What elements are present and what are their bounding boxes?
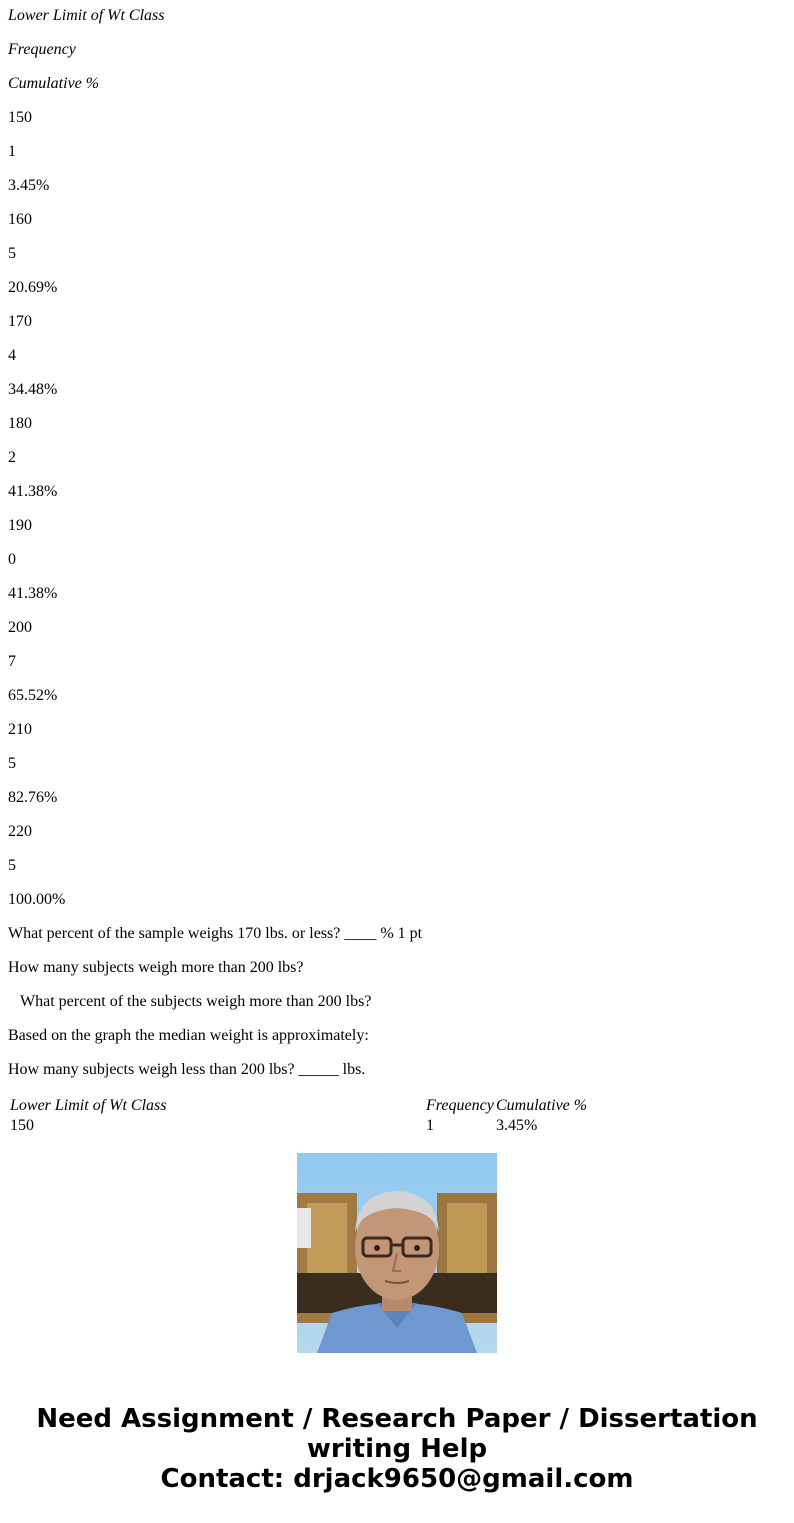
header-cumulative: Cumulative % [8, 75, 100, 92]
header-lower-limit: Lower Limit of Wt Class [8, 7, 165, 24]
row-5-lower: 190 [8, 517, 32, 534]
promo-line-1: Need Assignment / Research Paper / Dissertation [36, 1404, 758, 1434]
row-4-lower: 180 [8, 415, 32, 432]
row-4-cumulative: 41.38% [8, 483, 58, 500]
row-7-frequency: 5 [8, 755, 16, 772]
row-5-frequency: 0 [8, 551, 16, 568]
header-frequency: Frequency [8, 41, 76, 58]
embedded-table [8, 1096, 794, 1134]
avatar [297, 1153, 497, 1353]
row-3-lower: 170 [8, 313, 32, 330]
row-1-frequency: 1 [8, 143, 16, 160]
row-8-cumulative: 100.00% [8, 891, 66, 908]
row-2-cumulative: 20.69% [8, 279, 58, 296]
question-5: How many subjects weigh less than 200 lbs? _____ lbs. [8, 1061, 366, 1078]
question-4: Based on the graph the median weight is approximately: [8, 1027, 369, 1044]
row-7-cumulative: 82.76% [8, 789, 58, 806]
promo-line-2: writing Help [306, 1434, 488, 1464]
question-3: What percent of the subjects weigh more than 200 lbs? [20, 993, 372, 1010]
table-header-frequency: Frequency [426, 1097, 494, 1114]
table-header-lower-limit: Lower Limit of Wt Class [10, 1097, 167, 1114]
row-1-lower: 150 [8, 109, 32, 126]
table-cell-cumulative: 3.45% [496, 1117, 538, 1134]
row-4-frequency: 2 [8, 449, 16, 466]
row-5-cumulative: 41.38% [8, 585, 58, 602]
row-6-frequency: 7 [8, 653, 16, 670]
row-2-lower: 160 [8, 211, 32, 228]
table-cell-lower: 150 [10, 1117, 34, 1134]
table-cell-frequency: 1 [426, 1117, 434, 1134]
question-1: What percent of the sample weighs 170 lbs. or less? ____ % 1 pt [8, 925, 423, 942]
row-7-lower: 210 [8, 721, 32, 738]
row-3-frequency: 4 [8, 347, 16, 364]
row-8-lower: 220 [8, 823, 32, 840]
row-3-cumulative: 34.48% [8, 381, 58, 398]
table-header-cumulative: Cumulative % [496, 1097, 588, 1114]
promo-contact: Contact: drjack9650@gmail.com [160, 1464, 634, 1494]
question-2: How many subjects weigh more than 200 lbs? [8, 959, 304, 976]
row-6-lower: 200 [8, 619, 32, 636]
promo-banner [0, 1404, 794, 1494]
portrait-image [297, 1153, 497, 1353]
row-1-cumulative: 3.45% [8, 177, 50, 194]
row-6-cumulative: 65.52% [8, 687, 58, 704]
row-2-frequency: 5 [8, 245, 16, 262]
row-8-frequency: 5 [8, 857, 16, 874]
